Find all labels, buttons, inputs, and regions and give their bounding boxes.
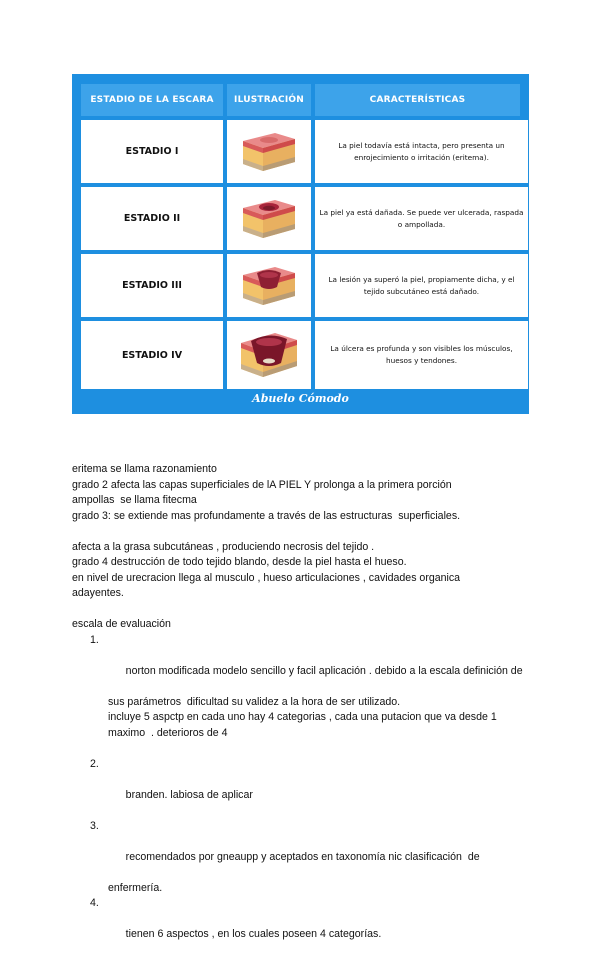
list-item-text: maximo . deterioros de 4 xyxy=(108,727,228,739)
list-item-continuation xyxy=(72,695,542,711)
study-notes xyxy=(72,462,542,958)
note-line: ampollas se llama fitecma xyxy=(72,493,542,509)
stage-2-description: La piel ya está dañada. Se puede ver ulcerada, raspada o ampollada. xyxy=(315,187,528,250)
stage-3-illustration xyxy=(227,254,311,317)
stage-3-label: ESTADIO III xyxy=(81,254,223,317)
header-characteristics: CARACTERÍSTICAS xyxy=(315,84,520,116)
list-item-continuation xyxy=(72,726,542,742)
list-item-text: norton modificada modelo sencillo y facil aplicación . debido a la escala definición de xyxy=(126,665,523,677)
pressure-ulcer-infographic xyxy=(72,74,529,414)
stage-3-description: La lesión ya superó la piel, propiamente dicha, y el tejido subcutáneo está dañado. xyxy=(315,254,528,317)
stage-4-description: La úlcera es profunda y son visibles los músculos, huesos y tendones. xyxy=(315,321,528,389)
note-line: grado 4 destrucción de todo tejido blando, desde la piel hasta el hueso. xyxy=(72,555,542,571)
skin-layer-illustration-3 xyxy=(237,261,301,311)
list-item-text: branden. labiosa de aplicar xyxy=(126,789,253,801)
list-item-text: tienen 6 aspectos , en los cuales poseen 4 categorías. xyxy=(126,928,382,940)
list-item-continuation xyxy=(72,710,542,726)
list-number: 4. xyxy=(90,896,99,912)
note-line: en nivel de urecracion llega al musculo , hueso articulaciones , cavidades organica xyxy=(72,571,542,587)
stage-4-illustration xyxy=(227,321,311,389)
header-stage: ESTADIO DE LA ESCARA xyxy=(81,84,223,116)
stage-1-illustration xyxy=(227,120,311,183)
note-line: eritema se llama razonamiento xyxy=(72,462,542,478)
scale-title: escala de evaluación xyxy=(72,617,542,633)
header-illustration: ILUSTRACIÓN xyxy=(227,84,311,116)
list-number: 1. xyxy=(90,633,99,649)
list-item xyxy=(72,896,542,958)
list-item-text: sus parámetros dificultad su validez a la hora de ser utilizado. xyxy=(108,696,400,708)
note-line: grado 2 afecta las capas superficiales de lA PIEL Y prolonga a la primera porción xyxy=(72,478,542,494)
list-item-text: enfermería. xyxy=(108,882,162,894)
evaluation-scale-list xyxy=(72,633,542,958)
skin-layer-illustration-1 xyxy=(237,127,301,177)
list-spacer xyxy=(72,741,542,757)
note-line: grado 3: se extiende mas profundamente a través de las estructuras superficiales. xyxy=(72,509,542,525)
list-item xyxy=(72,633,542,695)
list-item-continuation xyxy=(72,881,542,897)
stage-2-illustration xyxy=(227,187,311,250)
note-line: adayentes. xyxy=(72,586,542,602)
skin-layer-illustration-4 xyxy=(235,327,303,383)
list-number: 3. xyxy=(90,819,99,835)
stage-2-label: ESTADIO II xyxy=(81,187,223,250)
list-number: 2. xyxy=(90,757,99,773)
list-item-text: incluye 5 aspctp en cada uno hay 4 categorias , cada una putacion que va desde 1 xyxy=(108,711,497,723)
list-item-text: recomendados por gneaupp y aceptados en taxonomía nic clasificación de xyxy=(126,851,480,863)
stage-1-label: ESTADIO I xyxy=(81,120,223,183)
stage-4-label: ESTADIO IV xyxy=(81,321,223,389)
list-item xyxy=(72,757,542,819)
brand-logo: Abuelo Cómodo xyxy=(72,392,529,405)
list-item xyxy=(72,819,542,881)
stage-1-description: La piel todavía está intacta, pero presenta un enrojecimiento o irritación (eritema). xyxy=(315,120,528,183)
skin-layer-illustration-2 xyxy=(237,194,301,244)
note-line: afecta a la grasa subcutáneas , produciendo necrosis del tejido . xyxy=(72,540,542,556)
